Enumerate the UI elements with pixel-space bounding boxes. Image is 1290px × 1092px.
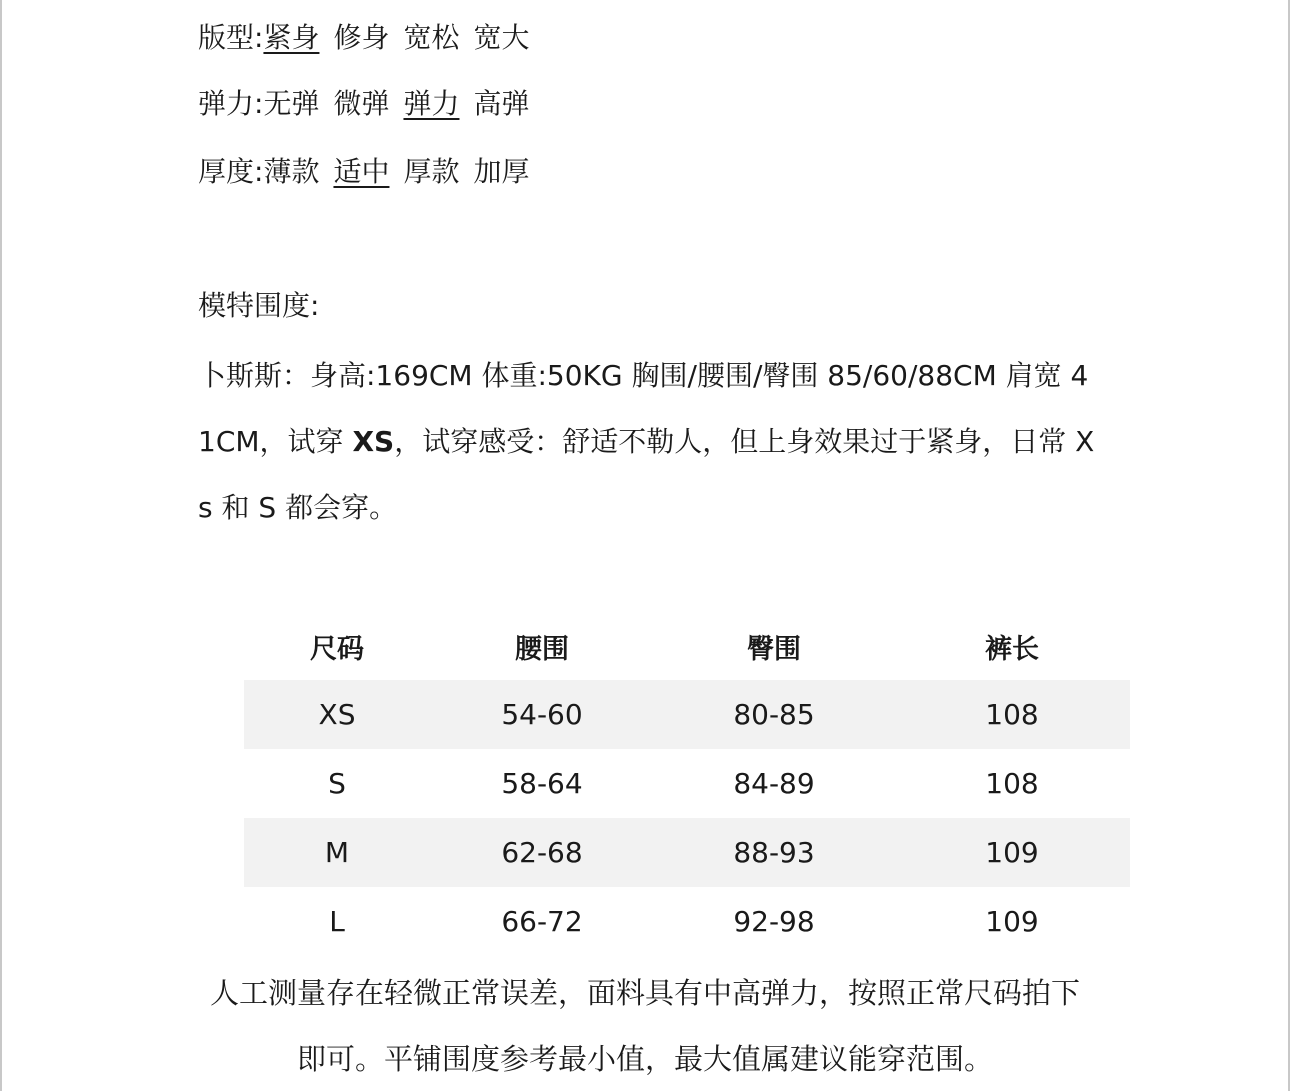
page-left-border [0,0,2,1091]
table-row [244,887,1130,956]
table-cell-size: L [329,905,345,938]
attr-fit-label: 版型: [198,21,264,54]
attr-elasticity-line [198,86,544,122]
attr-thickness-option: 薄款 [263,155,320,188]
table-cell-waist: 58-64 [501,767,583,800]
table-row [244,749,1130,818]
measurement-footnote: 人工测量存在轻微正常误差，面料具有中高弹力，按照正常尺码拍下即可。平铺围度参考最小值，最大值属建议能穿范围。 [209,976,1080,1076]
attr-elasticity-option: 微弹 [333,87,390,120]
attr-thickness-line [198,154,544,190]
attr-thickness-option: 适中 [333,155,390,188]
model-tried-size: XS [352,425,395,458]
attr-elasticity-option: 高弹 [473,87,530,120]
model-measurements-description [198,343,1103,541]
table-cell-length: 109 [985,905,1039,938]
attr-fit-option: 宽大 [473,21,530,54]
table-cell-size: XS [244,680,430,749]
column-header-waist: 腰围 [515,633,569,665]
attr-thickness-label: 厚度: [198,155,264,188]
column-header-hip: 臀围 [747,633,801,665]
table-row [244,818,1130,887]
table-cell-length: 109 [894,818,1130,887]
attr-thickness-option: 厚款 [403,155,460,188]
attr-fit-option: 修身 [333,21,390,54]
attr-fit-option: 紧身 [263,21,320,54]
table-cell-size: M [244,818,430,887]
model-desc-text: 卜斯斯：身高:169CM 体重:50KG 胸围/腰围/臀围 85/60/88CM 肩宽 41CM，试穿 [198,359,1089,458]
model-desc-text: ，试穿感受：舒适不勒人，但上身效果过于紧身，日常 Xs 和 S 都会穿。 [198,425,1095,524]
table-cell-hip: 84-89 [733,767,815,800]
table-header-row [244,612,1130,680]
attr-elasticity-label: 弹力: [198,87,264,120]
table-cell-size: S [328,767,346,800]
attr-fit-option: 宽松 [403,21,460,54]
table-cell-waist: 62-68 [430,818,654,887]
table-row [244,680,1130,749]
size-chart-table [244,612,1130,956]
table-cell-waist: 66-72 [501,905,583,938]
table-cell-waist: 54-60 [430,680,654,749]
model-measurements-title: 模特围度: [198,289,320,322]
table-cell-length: 108 [894,680,1130,749]
table-cell-length: 108 [985,767,1039,800]
attr-thickness-option: 加厚 [473,155,530,188]
attr-fit-line [198,20,544,56]
attr-elasticity-option: 无弹 [263,87,320,120]
table-cell-hip: 92-98 [733,905,815,938]
column-header-length: 裤长 [985,633,1039,665]
column-header-size: 尺码 [310,633,364,665]
table-cell-hip: 80-85 [654,680,894,749]
attr-elasticity-option: 弹力 [403,87,460,120]
table-cell-hip: 88-93 [654,818,894,887]
